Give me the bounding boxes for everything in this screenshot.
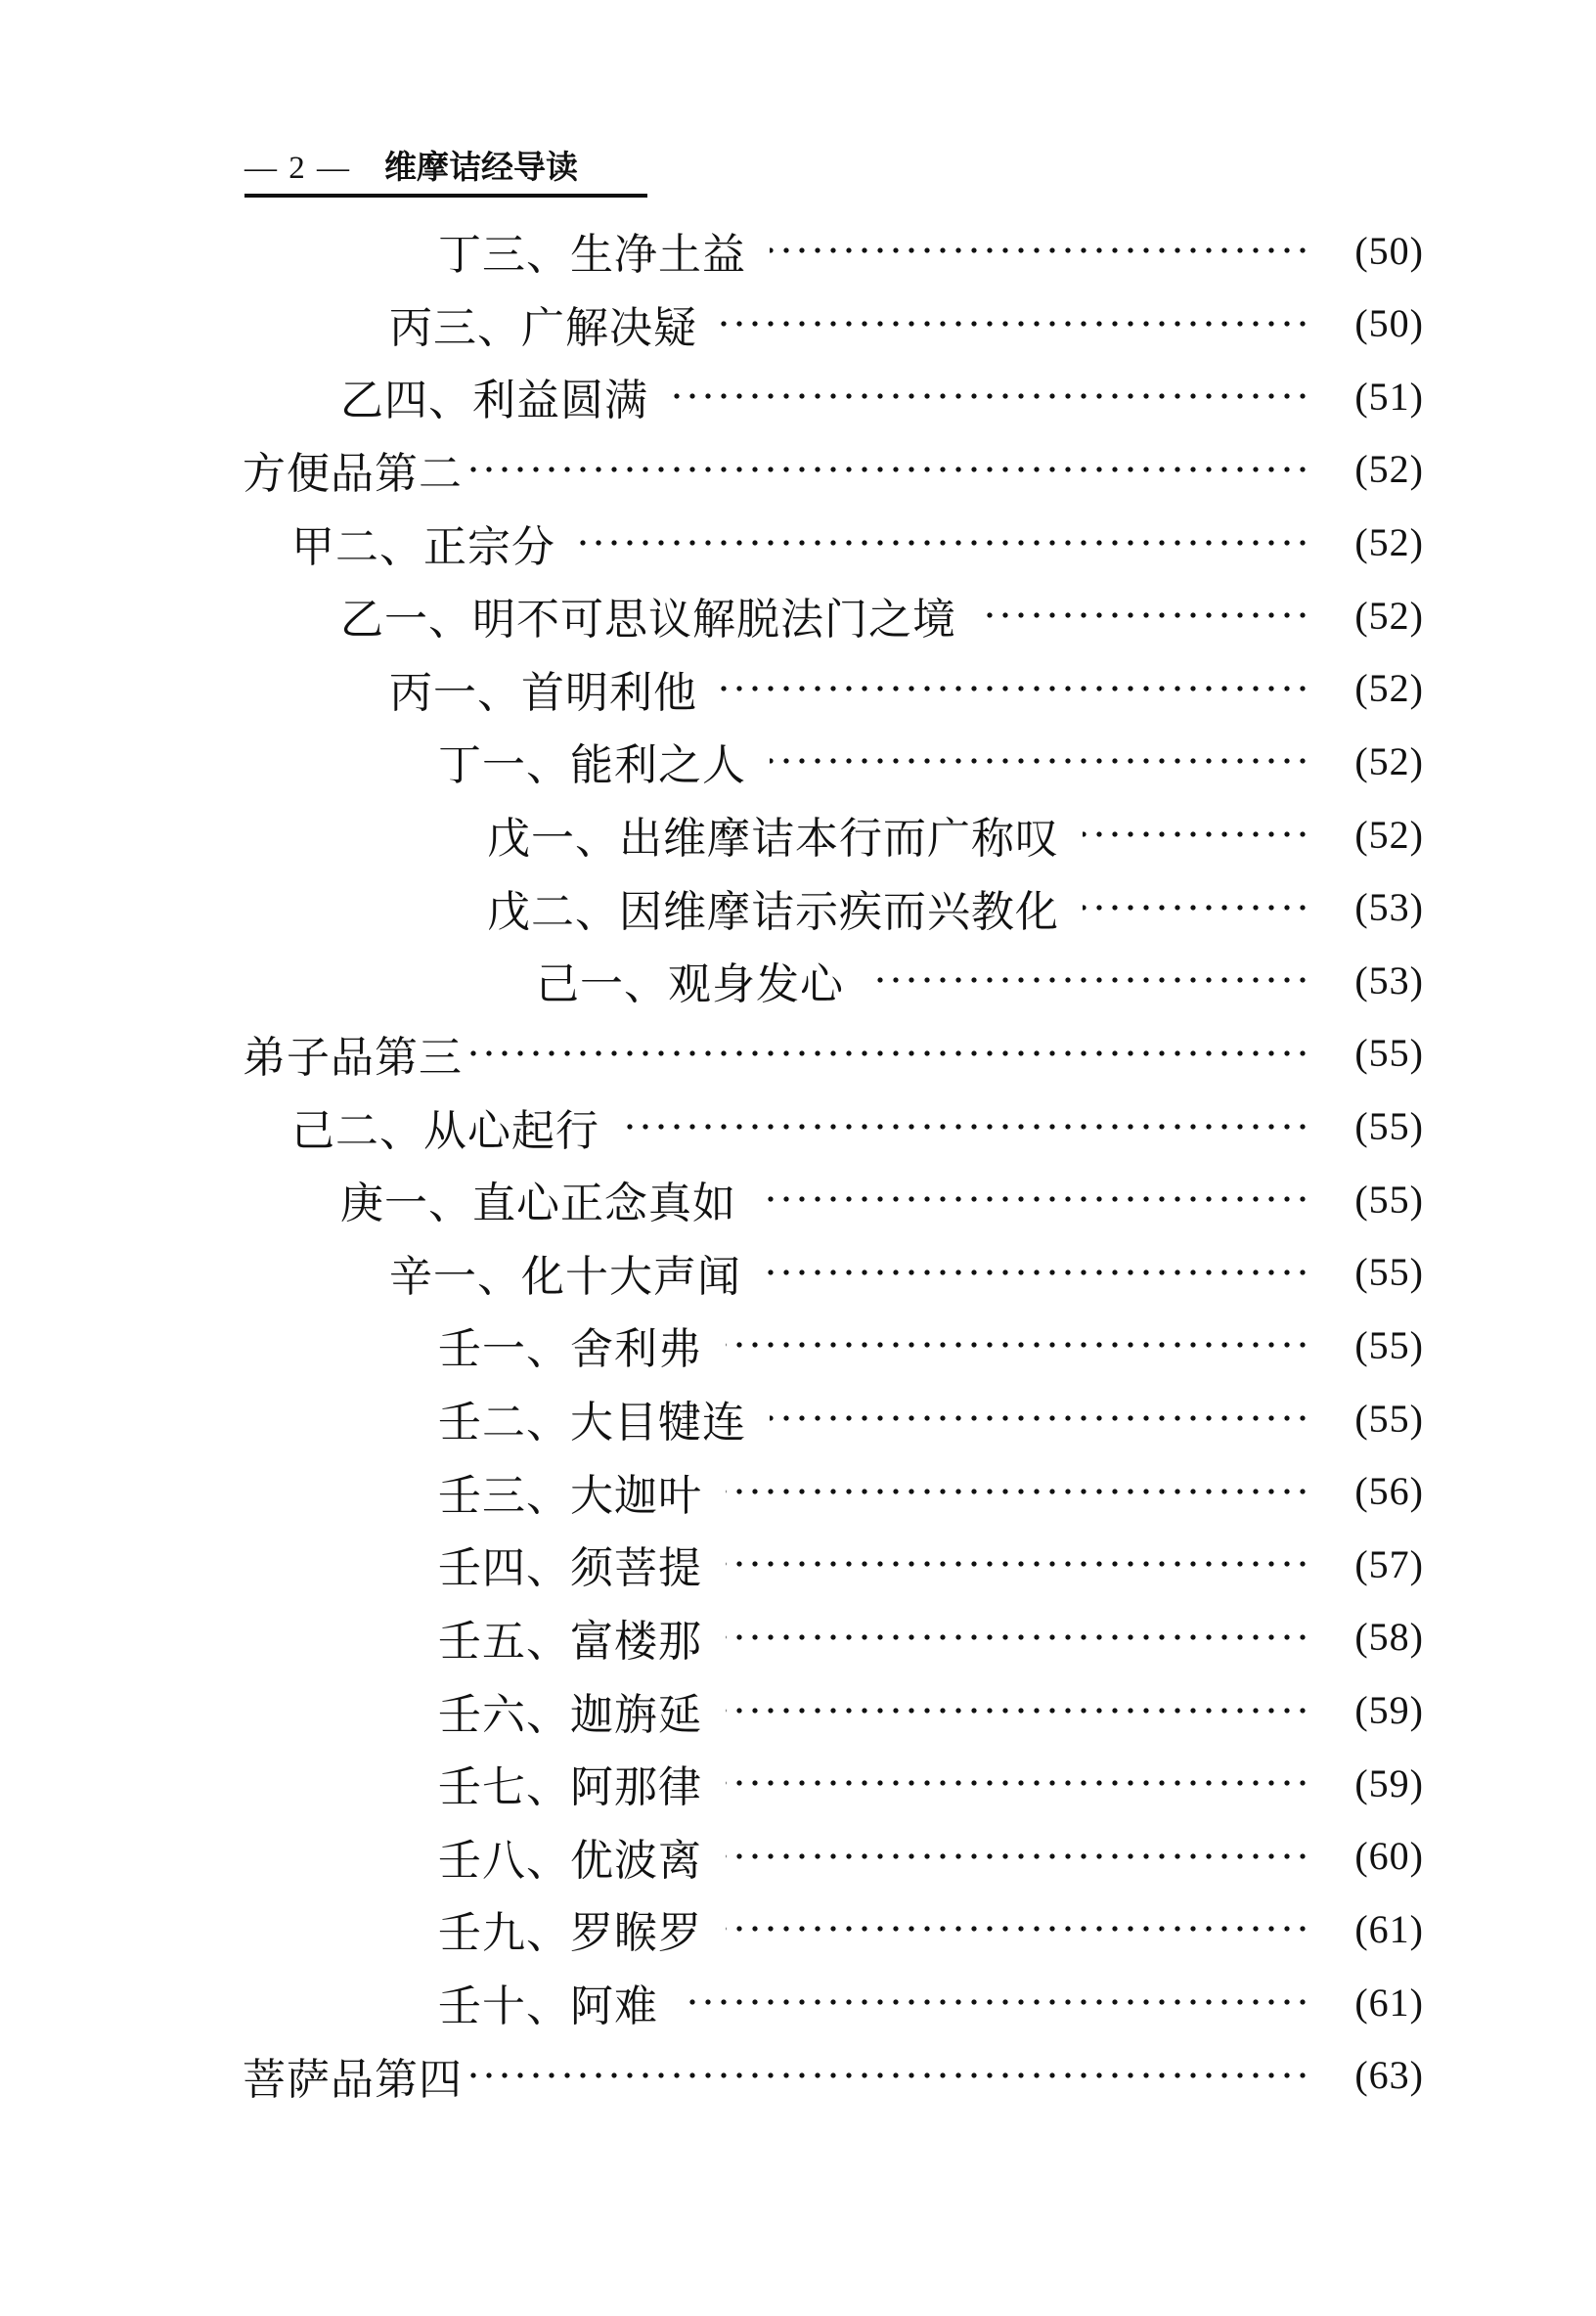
toc-entry-title: 菩萨品第四: [243, 2054, 463, 2105]
toc-entry-title: 己一、观身发心: [536, 959, 844, 1010]
toc-entry-title: 甲二、正宗分: [291, 521, 555, 572]
dot-leader: [980, 586, 1310, 645]
toc-entry-title: 辛一、化十大声闻: [389, 1251, 741, 1302]
toc-entry: [243, 2046, 1424, 2105]
toc-entry-page-number: (53): [1354, 885, 1424, 930]
dot-leader: [721, 659, 1310, 718]
toc-entry-title: 壬十、阿难: [438, 1982, 658, 2031]
dot-leader: [579, 513, 1310, 572]
toc-entry: [438, 1899, 1424, 1958]
toc-entry-title: 壬四、须菩提: [438, 1543, 702, 1594]
dot-leader: [760, 1170, 1310, 1228]
toc-entry: [243, 1024, 1424, 1083]
toc-entry-page-number: (60): [1354, 1834, 1424, 1879]
toc-entry-page-number: (55): [1354, 1250, 1424, 1295]
toc-entry-title: 丁三、生净土益: [438, 230, 746, 280]
toc-entry-page-number: (61): [1354, 1906, 1424, 1951]
toc-entry-page-number: (59): [1354, 1760, 1424, 1805]
toc-entry-page-number: (55): [1354, 1104, 1424, 1148]
toc-entry-page-number: (55): [1354, 1177, 1424, 1222]
toc-entry-page-number: (52): [1354, 812, 1424, 857]
dot-leader: [672, 367, 1310, 425]
dot-leader: [726, 1681, 1310, 1740]
toc-entry-page-number: (58): [1354, 1615, 1424, 1660]
dot-leader: [623, 1097, 1310, 1156]
dot-leader: [468, 2046, 1310, 2105]
toc-entry-title: 壬三、大迦叶: [438, 1470, 702, 1521]
toc-entry: [438, 1681, 1424, 1740]
dot-leader: [721, 294, 1310, 353]
toc-entry-title: 壬九、罗睺罗: [438, 1908, 702, 1959]
dot-leader: [770, 221, 1310, 280]
toc-entry-title: 丁一、能利之人: [438, 740, 746, 791]
dot-leader: [726, 1315, 1310, 1374]
toc-entry: [438, 732, 1424, 790]
toc-entry-page-number: (50): [1354, 228, 1424, 273]
toc-entry-page-number: (55): [1354, 1396, 1424, 1441]
toc-entry-title: 壬二、大目犍连: [438, 1398, 746, 1448]
toc-entry-page-number: (50): [1354, 301, 1424, 346]
toc-entry: [438, 1462, 1424, 1521]
toc-entry-page-number: (52): [1354, 447, 1424, 492]
toc-entry: [340, 586, 1424, 645]
toc-entry-title: 丙三、广解决疑: [389, 302, 697, 353]
toc-entry-title: 壬五、富楼那: [438, 1616, 702, 1667]
toc-entry-title: 弟子品第三: [243, 1032, 463, 1083]
page-folio: — 2 —: [244, 151, 351, 186]
toc-entry-page-number: (61): [1354, 1980, 1424, 2025]
dot-leader: [770, 1389, 1310, 1448]
toc-entry-title: 壬六、迦旃延: [438, 1689, 702, 1740]
toc-entry-title: 壬八、优波离: [438, 1835, 702, 1886]
dot-leader: [468, 440, 1310, 499]
toc-entry-page-number: (59): [1354, 1688, 1424, 1732]
dot-leader: [682, 1973, 1310, 2031]
dot-leader: [765, 1243, 1310, 1302]
dot-leader: [867, 951, 1310, 1009]
toc-entry: [487, 805, 1424, 864]
toc-entry-page-number: (57): [1354, 1541, 1424, 1586]
toc-entry: [438, 1754, 1424, 1812]
toc-entry-title: 壬七、阿那律: [438, 1762, 702, 1813]
toc-entry: [389, 294, 1424, 353]
toc-entry-page-number: (52): [1354, 666, 1424, 711]
toc-entry-title: 丙一、首明利他: [389, 667, 697, 718]
toc-entry-page-number: (55): [1354, 1031, 1424, 1076]
toc-entry: [438, 1315, 1424, 1374]
dot-leader: [1083, 878, 1310, 937]
dot-leader: [468, 1024, 1310, 1083]
toc-entry-title: 乙一、明不可思议解脱法门之境: [340, 595, 956, 646]
toc-entry-page-number: (63): [1354, 2053, 1424, 2098]
toc-entry-page-number: (53): [1354, 958, 1424, 1002]
toc-entry: [438, 221, 1424, 280]
toc-entry-page-number: (55): [1354, 1322, 1424, 1367]
toc-entry-title: 壬一、舍利弗: [438, 1324, 702, 1375]
toc-entry: [438, 1535, 1424, 1593]
dot-leader: [1083, 805, 1310, 864]
toc-entry: [487, 878, 1424, 937]
toc-entry-page-number: (56): [1354, 1469, 1424, 1514]
toc-entry-title: 戊一、出维摩诘本行而广称叹: [487, 814, 1059, 864]
toc-entry: [389, 1243, 1424, 1302]
toc-entry: [243, 440, 1424, 499]
toc-entry: [438, 1973, 1424, 2031]
toc-entry-page-number: (52): [1354, 738, 1424, 783]
toc-entry-title: 方便品第二: [243, 448, 463, 499]
toc-entry: [536, 951, 1424, 1009]
toc-entry: [291, 513, 1424, 572]
toc-entry: [438, 1827, 1424, 1886]
dot-leader: [726, 1899, 1310, 1958]
toc-entry-page-number: (52): [1354, 520, 1424, 564]
toc-entry-title: 戊二、因维摩诘示疾而兴教化: [487, 886, 1059, 937]
toc-entry: [389, 659, 1424, 718]
toc-entry-title: 己二、从心起行: [291, 1105, 599, 1156]
dot-leader: [726, 1827, 1310, 1886]
toc-entry-page-number: (52): [1354, 593, 1424, 638]
toc-entry: [340, 367, 1424, 425]
dot-leader: [726, 1754, 1310, 1812]
dot-leader: [726, 1608, 1310, 1667]
dot-leader: [770, 732, 1310, 790]
toc-entry-page-number: (51): [1354, 374, 1424, 419]
toc-entry: [438, 1389, 1424, 1448]
toc-entry: [291, 1097, 1424, 1156]
book-title: 维摩诘经导读: [384, 148, 578, 186]
toc-entry: [340, 1170, 1424, 1228]
toc-entry-title: 庚一、直心正念真如: [340, 1179, 736, 1229]
dot-leader: [726, 1462, 1310, 1521]
toc-entry: [438, 1608, 1424, 1667]
dot-leader: [726, 1535, 1310, 1593]
toc-entry-title: 乙四、利益圆满: [340, 376, 648, 426]
